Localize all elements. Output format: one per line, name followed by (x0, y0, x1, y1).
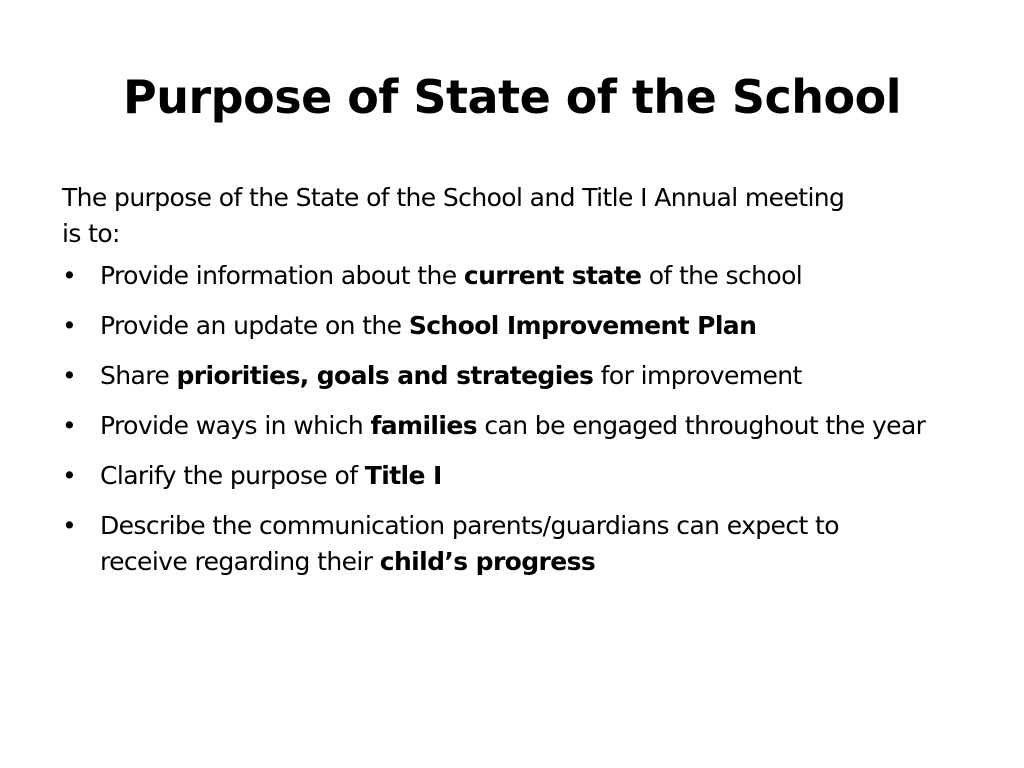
intro-text: The purpose of the State of the School and Title I Annual meeting is to: (62, 183, 845, 248)
list-item (62, 508, 962, 580)
bullet-icon: • (62, 261, 77, 290)
bullet-icon: • (62, 461, 77, 490)
bullet-text: Provide an update on the School Improvement Plan (100, 311, 757, 340)
bullet-icon: • (62, 361, 77, 390)
slide-body (62, 180, 962, 594)
list-item (62, 258, 962, 294)
bullet-icon: • (62, 311, 77, 340)
bullet-icon: • (62, 511, 77, 540)
bullet-text: Provide information about the current state of the school (100, 261, 803, 290)
bullet-text: Clarify the purpose of Title I (100, 461, 442, 490)
slide-title: Purpose of State of the School (123, 70, 901, 124)
list-item (62, 408, 962, 444)
bullet-list (62, 258, 962, 580)
bullet-text: Describe the communication parents/guardians can expect to receive regarding their child’s progress (100, 511, 839, 576)
list-item (62, 308, 962, 344)
bullet-text: Provide ways in which families can be engaged throughout the year (100, 411, 926, 440)
list-item (62, 358, 962, 394)
bullet-icon: • (62, 411, 77, 440)
list-item (62, 458, 962, 494)
bullet-text: Share priorities, goals and strategies for improvement (100, 361, 802, 390)
